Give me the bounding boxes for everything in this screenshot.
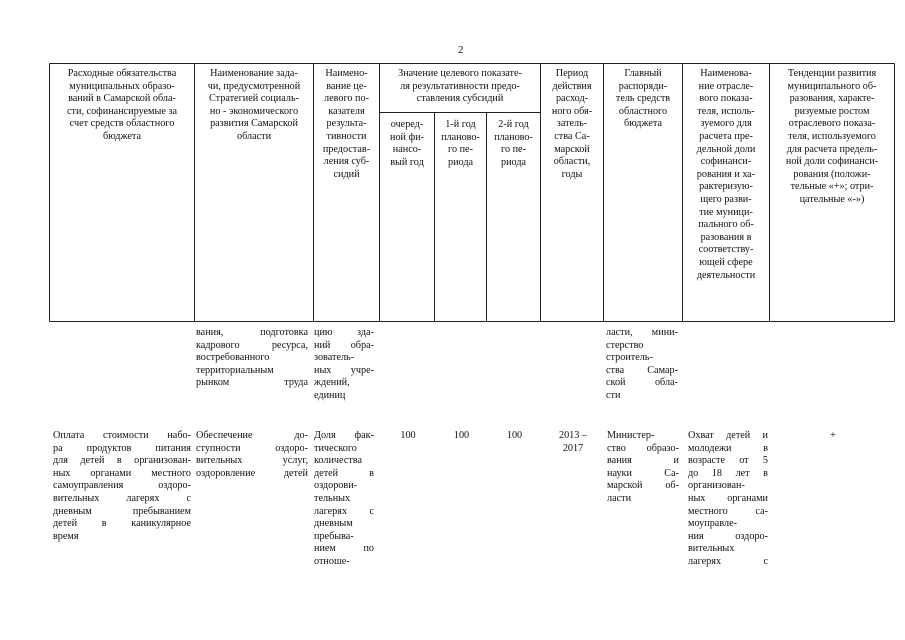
row-task-name: Обеспечение до- ступности оздоро- вительных услуг, оздоровление детей [196,430,308,479]
row-value-planning-year-2: 100 [506,430,523,441]
row-value-planning-year-1: 100 [453,430,470,441]
header-col-expenditure-obligations: Расходные обязательства муниципальных образо- ваний в Самарской обла- сти, софинансируемые за счет средств областного бюджета [67,68,177,142]
header-col-development-trends: Тенденции развития муниципального об- разования, характе- ризуемые ростом отраслевого показа- теля, используемого для расчета предель- ной доли софинанси- рования (положи- тельные «+»; отри- цательные «-») [785,68,879,205]
row-sector-indicator: Охват детей и молодежи в возрасте от 5 до 18 лет в организован- ных органами местного са- моуправле- ния оздоро- вительных лагерях с [688,430,768,567]
continuation-indicator: цию зда- ний обра- зователь- ных учре- ждений, единиц [314,327,374,401]
row-value-next-year: 100 [400,430,416,441]
row-expenditure-obligation: Оплата стоимости набо- ра продуктов питания для детей в организован- ных органами местного самоуправления оздоро- вительных лагерях с дневным пребыванием детей в каникулярное время [53,430,191,542]
continuation-task: вания, подготовка кадрового ресурса, востребованного территориальным рынком труда [196,327,308,389]
header-col-target-value-group: Значение целевого показате- ля результативности предо- ставления субсидий [398,68,522,105]
continuation-chief-manager: ласти, мини- стерство строитель- ства Самар- ской обла- сти [606,327,678,401]
header-col-next-financial-year: очеред- ной фи- нансо- вый год [390,119,424,168]
row-development-trend: + [830,430,836,441]
row-target-indicator: Доля фак- тического количества детей в оздорови- тельных лагерях с дневным пребыва- нием по отноше- [314,430,374,567]
header-col-sector-indicator: Наименова- ние отрасле- вого показа- теля, исполь- зуемого для расчета пре- дельной доли софинанси- рования и ха- рактеризую- щего разви- тие муници- пального об- разования в соответству- ющей сфере деятельности [696,68,756,281]
row-chief-manager: Министер- ство образо- вания и науки Са- марской об- ласти [607,430,679,504]
header-col-task-name: Наименование зада- чи, предусмотренной Стратегией социаль- но - экономического развития Самарской области [207,68,301,142]
header-col-planning-year-2: 2-й год планово- го пе- риода [494,119,533,168]
page-number: 2 [458,44,464,56]
header-col-chief-manager: Главный распоряди- тель средств областного бюджета [615,68,671,130]
header-col-target-indicator: Наимено- вание це- левого по- казателя результа- тивности предостав- ления суб- сидий [322,68,371,180]
table-header [49,63,895,322]
row-validity-period: 2013 – 2017 [558,430,587,454]
header-col-planning-year-1: 1-й год планово- го пе- риода [441,119,480,168]
header-col-validity-period: Период действия расход- ного обя- затель- ства Са- марской области, годы [551,68,593,180]
